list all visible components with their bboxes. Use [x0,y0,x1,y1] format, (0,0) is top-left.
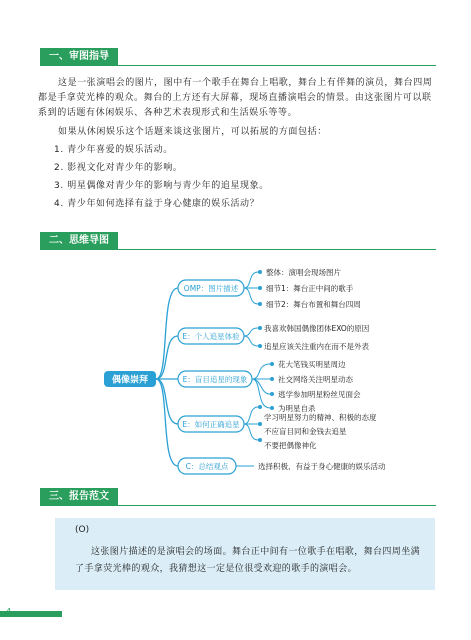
mindmap-leaf: 选择积极、有益于身心健康的娱乐活动 [258,462,386,471]
mindmap-leaf-connectors [236,272,270,466]
section-rule [40,249,436,250]
mindmap-branch [178,416,244,432]
mindmap-connectors [156,288,178,466]
mindmap-leaf: 逃学参加明星粉丝见面会 [278,390,361,399]
mind-map [0,256,471,476]
mindmap-leaf: 细节2：舞台布置和舞台四周 [266,300,361,309]
section-heading-essay: 三、报告范文 [40,488,118,505]
mindmap-leaf: 追星应该关注重内在而不是外表 [264,342,369,351]
mindmap-branch [178,328,244,344]
mindmap-leaf: 花大笔钱买明星周边 [278,360,346,369]
mindmap-leaf: 整体：演唱会现场图片 [266,268,341,277]
mindmap-branch [178,458,236,474]
mindmap-leaf: 细节1：舞台正中间的歌手 [266,284,354,293]
mindmap-leaf: 不要把偶像神化 [264,441,317,450]
section-rule [40,505,436,506]
guide-list-item: 3. 明星偶像对青少年的影响与青少年的追星现象。 [54,181,269,191]
guide-list-item: 2. 影视文化对青少年的影响。 [54,163,183,173]
guide-paragraph-1: 这是一张演唱会的图片，图中有一个歌手在舞台上唱歌，舞台上有伴舞的演员，舞台四周都是手拿荧光棒的观众。舞台的上方还有大屏幕，现场直播演唱会的情景。由这张图片可以联系到的话题有休闲娱乐、各种艺术表现形式和生活娱乐等等。 [38,78,433,118]
section-heading-mindmap: 二、思维导图 [40,232,118,249]
essay-text: 这张图片描述的是演唱会的场面。舞台正中间有一位歌手在唱歌，舞台四周坐满了手拿荧光棒的观众，我猜想这一定是位很受欢迎的歌手的演唱会。 [75,547,421,574]
guide-paragraph-2: 如果从休闲娱乐这个话题来谈这张图片，可以拓展的方面包括： [58,127,327,137]
mindmap-branch-label: OMP：图片描述 [183,284,239,293]
mindmap-branch [178,371,252,387]
mindmap-branch-label: E：个人追星体验 [182,332,240,341]
essay-box [55,518,435,590]
guide-list-item: 4. 青少年如何选择有益于身心健康的娱乐活动？ [54,199,260,209]
mindmap-branch [178,280,244,296]
section-heading-guide: 一、审图指导 [40,48,118,65]
section-rule [40,65,436,66]
mindmap-leaf: 我喜欢韩国偶像团体EXO的原因 [264,324,370,333]
guide-text [38,76,436,212]
mindmap-leaf: 社交网络关注明星动态 [278,375,353,384]
guide-list-item: 1. 青少年喜爱的娱乐活动。 [54,145,173,155]
mindmap-branch-label: E：盲目追星的现象 [182,375,248,384]
essay-label: (O) [75,525,90,535]
mindmap-branch-label: C：总结观点 [185,462,229,471]
mindmap-branch-label: E：如何正确追星 [182,420,240,429]
mindmap-leaf: 为明星自杀 [278,404,316,413]
page-number: 4 [6,607,12,616]
mindmap-center-label: 偶像崇拜 [111,375,149,386]
mindmap-leaf: 不应盲目同和金钱去追星 [264,427,347,436]
mindmap-leaf: 学习明星努力的精神、积极的态度 [264,413,377,422]
